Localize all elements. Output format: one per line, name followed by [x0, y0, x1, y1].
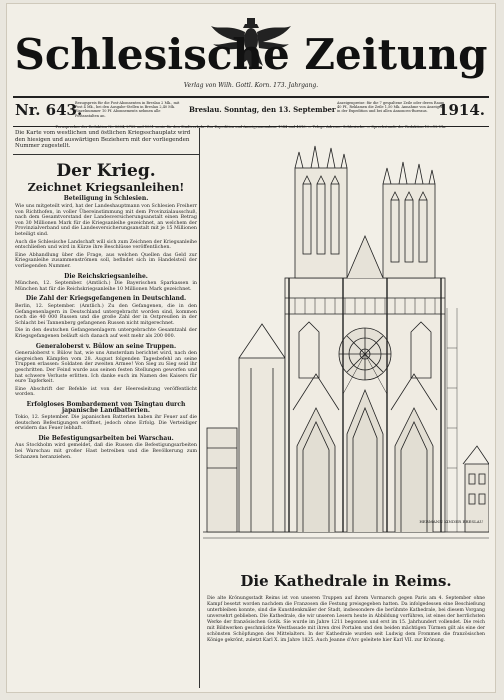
article-paragraph: Berlin, 12. September. (Amtlich.) Zu den Gefangenen, die in den Gefangenenlagern in Deutschland untergebracht worden sind, kommen noch die 40 000 Russen und die große Zahl der in Ostpreußen in der Schlacht bei Tannenberg gefangenen Russen nicht mitgerechnet. [15, 304, 197, 326]
masthead [13, 12, 489, 94]
artist-signature: HERMANN KINDER BRESLAU [419, 519, 483, 524]
cathedral-illustration [203, 128, 489, 548]
left-column [13, 128, 200, 688]
subheading-buelow: Generaloberst v. Bülow an seine Truppen. [35, 342, 177, 350]
subheading-tsingtau: Erfolgloses Bombardement von Tsingtau durch japanische Landbatterien. [26, 400, 186, 414]
article-paragraph: Eine Abschrift der Befehle ist von der Heeresleitung veröffentlicht worden. [15, 386, 197, 398]
article-paragraph: München, 12. September. (Amtlich.) Die Bayerischen Sparkassen in München hat für die Reichskriegsanleihe 10 Millionen Mark gezeichnet. [15, 281, 197, 292]
article-paragraph: Eine Abhandlung über die Frage, aus welchen Quellen das Geld zur Kriegsanleihe zusammenströmen soll, befindet sich im Handelsteil der vorliegenden Nummer. [15, 252, 197, 270]
cathedral-article: Die alte Krönungsstadt Reims ist von unseren Truppen auf ihrem Vormarsch gegen Paris am 4. September ohne Kampf besetzt worden nachdem die Franzosen die Festung preisgegeben hatten. Da infolgedessen eine Beschießung unterbleiben konnte, sind die Kunstdenkmäler der Stadt, insbesondere die berühmte Kathedrale, bei diesem Vorgang unversehrt geblieben. Die Kathedrale, die wir unseren Lesern heute in Abbildung vorführen, ist eines der herrlichsten Werke der französischen Gotik. Sie wurde im Jahre 1211 begonnen und erst im 15. Jahrhundert vollendet. Die reich mit Bildwerken geschmückte Westfassade mit ihren drei Portalen und den beiden mächtigen Türmen gilt als eine der schönsten Schöpfungen des Mittelalters. In der Kathedrale wurden seit Ludwig dem Frommen die französischen Könige gekrönt, zuletzt Karl X. im Jahre 1825. Auch Jeanne d'Arc geleitete hier Karl VII. zur Krönung. [207, 596, 485, 643]
article-paragraph: Auch die Schlesische Landschaft will sich zum Zeichnen der Kriegsanleihe entschließen und wird in Kürze ihre Beschlüsse veröffentlichen. [15, 239, 197, 251]
cathedral-headline: Die Kathedrale in Reims. [240, 572, 452, 590]
subheading-warschau: Die Befestigungsarbeiten bei Warschau. [38, 434, 174, 442]
issue-number: Nr. 643. [15, 101, 83, 119]
subheading-reichskriegsanleihe: Die Reichskriegsanleihe. [64, 272, 148, 280]
article-paragraph: Tokio, 12. September. Die japanischen Batterien haben ihr Feuer auf die deutschen Befestigungen eröffnet, jedoch ohne Erfolg. Die Verteidiger erwidern das Feuer lebhaft. [15, 415, 197, 432]
newspaper-page [6, 3, 496, 693]
headline-krieg: Der Krieg. [56, 160, 156, 181]
article-paragraph: Aus Stockholm wird gemeldet, daß die Russen die Befestigungsarbeiten bei Warschau mit großer Hast betreiben und die Bevölkerung zum Schanzen heranziehen. [15, 443, 197, 460]
subheading-kriegsgefangene: Die Zahl der Kriegsgefangenen in Deutschland. [25, 295, 187, 303]
issue-info-bar [13, 96, 489, 127]
subscription-info: Bezugspreis für die Post-Abonnenten in Breslau 2 Mk., mit Post 4 Mk., bei den Ausgabe-Stellen in Breslau 2,40 Mk. Einzelnummer 10 Pf. Abonnements nehmen alle Postanstalten an. [75, 101, 180, 118]
cathedral-feature [203, 128, 489, 688]
map-notice: Die Karte vom westlichen und östlichen Kriegsschauplatz wird den hiesigen und auswärtigen Beziehern mit der vorliegenden Nummer zugestellt. [13, 128, 199, 155]
subheading-beteiligung: Beteiligung in Schlesien. [63, 194, 149, 202]
article-paragraph: Die in den deutschen Gefangenenlagern untergebrachte Gesamtzahl der Kriegsgefangenen beläuft sich danach auf weit mehr als 200 000. [15, 328, 197, 339]
issue-date: Breslau. Sonntag, den 13. September [189, 105, 336, 114]
article-paragraph: Generaloberst v. Bülow hat, wie uns Amsterdam berichtet wird, nach den siegreichen Kämpfen vom 28. August folgenden Tagesbefehl an seine Truppen erlassen: Soldaten der zweiten Armee! Von Sieg zu Sieg seid ihr geschritten. Der Feind wurde aus seinen festen Stellungen geworfen und hat schwere Verluste erlitten. Ich danke euch im Namen des Kaisers für eure Tapferkeit. [15, 351, 197, 385]
article-paragraph: Wie uns mitgeteilt wird, hat der Landeshauptmann von Schlesien Freiherr von Richthofen, in voller Übereinstimmung mit dem Provinzialausschuß, nach dem Gesamtvorstand der Landesversicherungsanstalt einen Betrag von 30 Millionen Mark für die Kriegsanleihe gezeichnet, an welchem der Provinzialverband und die Landesversicherungsanstalt mit je 15 Millionen beteiligt sind. [15, 204, 197, 238]
publisher-line: Verlag von Wilh. Gottl. Korn. 173. Jahrgang. [183, 82, 319, 89]
advert-info: Anzeigenpreise: für die 7 gespaltene Zeile oder deren Raum 40 Pf., Reklamen die Zeile 1,50 Mk. Annahme von Anzeigen in der Expedition und bei allen Annoncen-Bureaus. [337, 101, 445, 114]
headline-kriegsanleihen: Zeichnet Kriegsanleihen! [27, 180, 185, 194]
issue-year: 1914. [438, 101, 485, 119]
contact-footer: Fernsprecher der Redaktion Nr. 2604, 2722 und 5001 sowie für den Stadtverkehr. Zur Expedition und Anzeigenannahme 1944 und 4816. — Telegr.-Adresse: Schlesische. — Sprechstunde der Redaktion 10—12 Uhr. [55, 125, 447, 129]
newspaper-title: Schlesische Zeitung [14, 30, 488, 79]
